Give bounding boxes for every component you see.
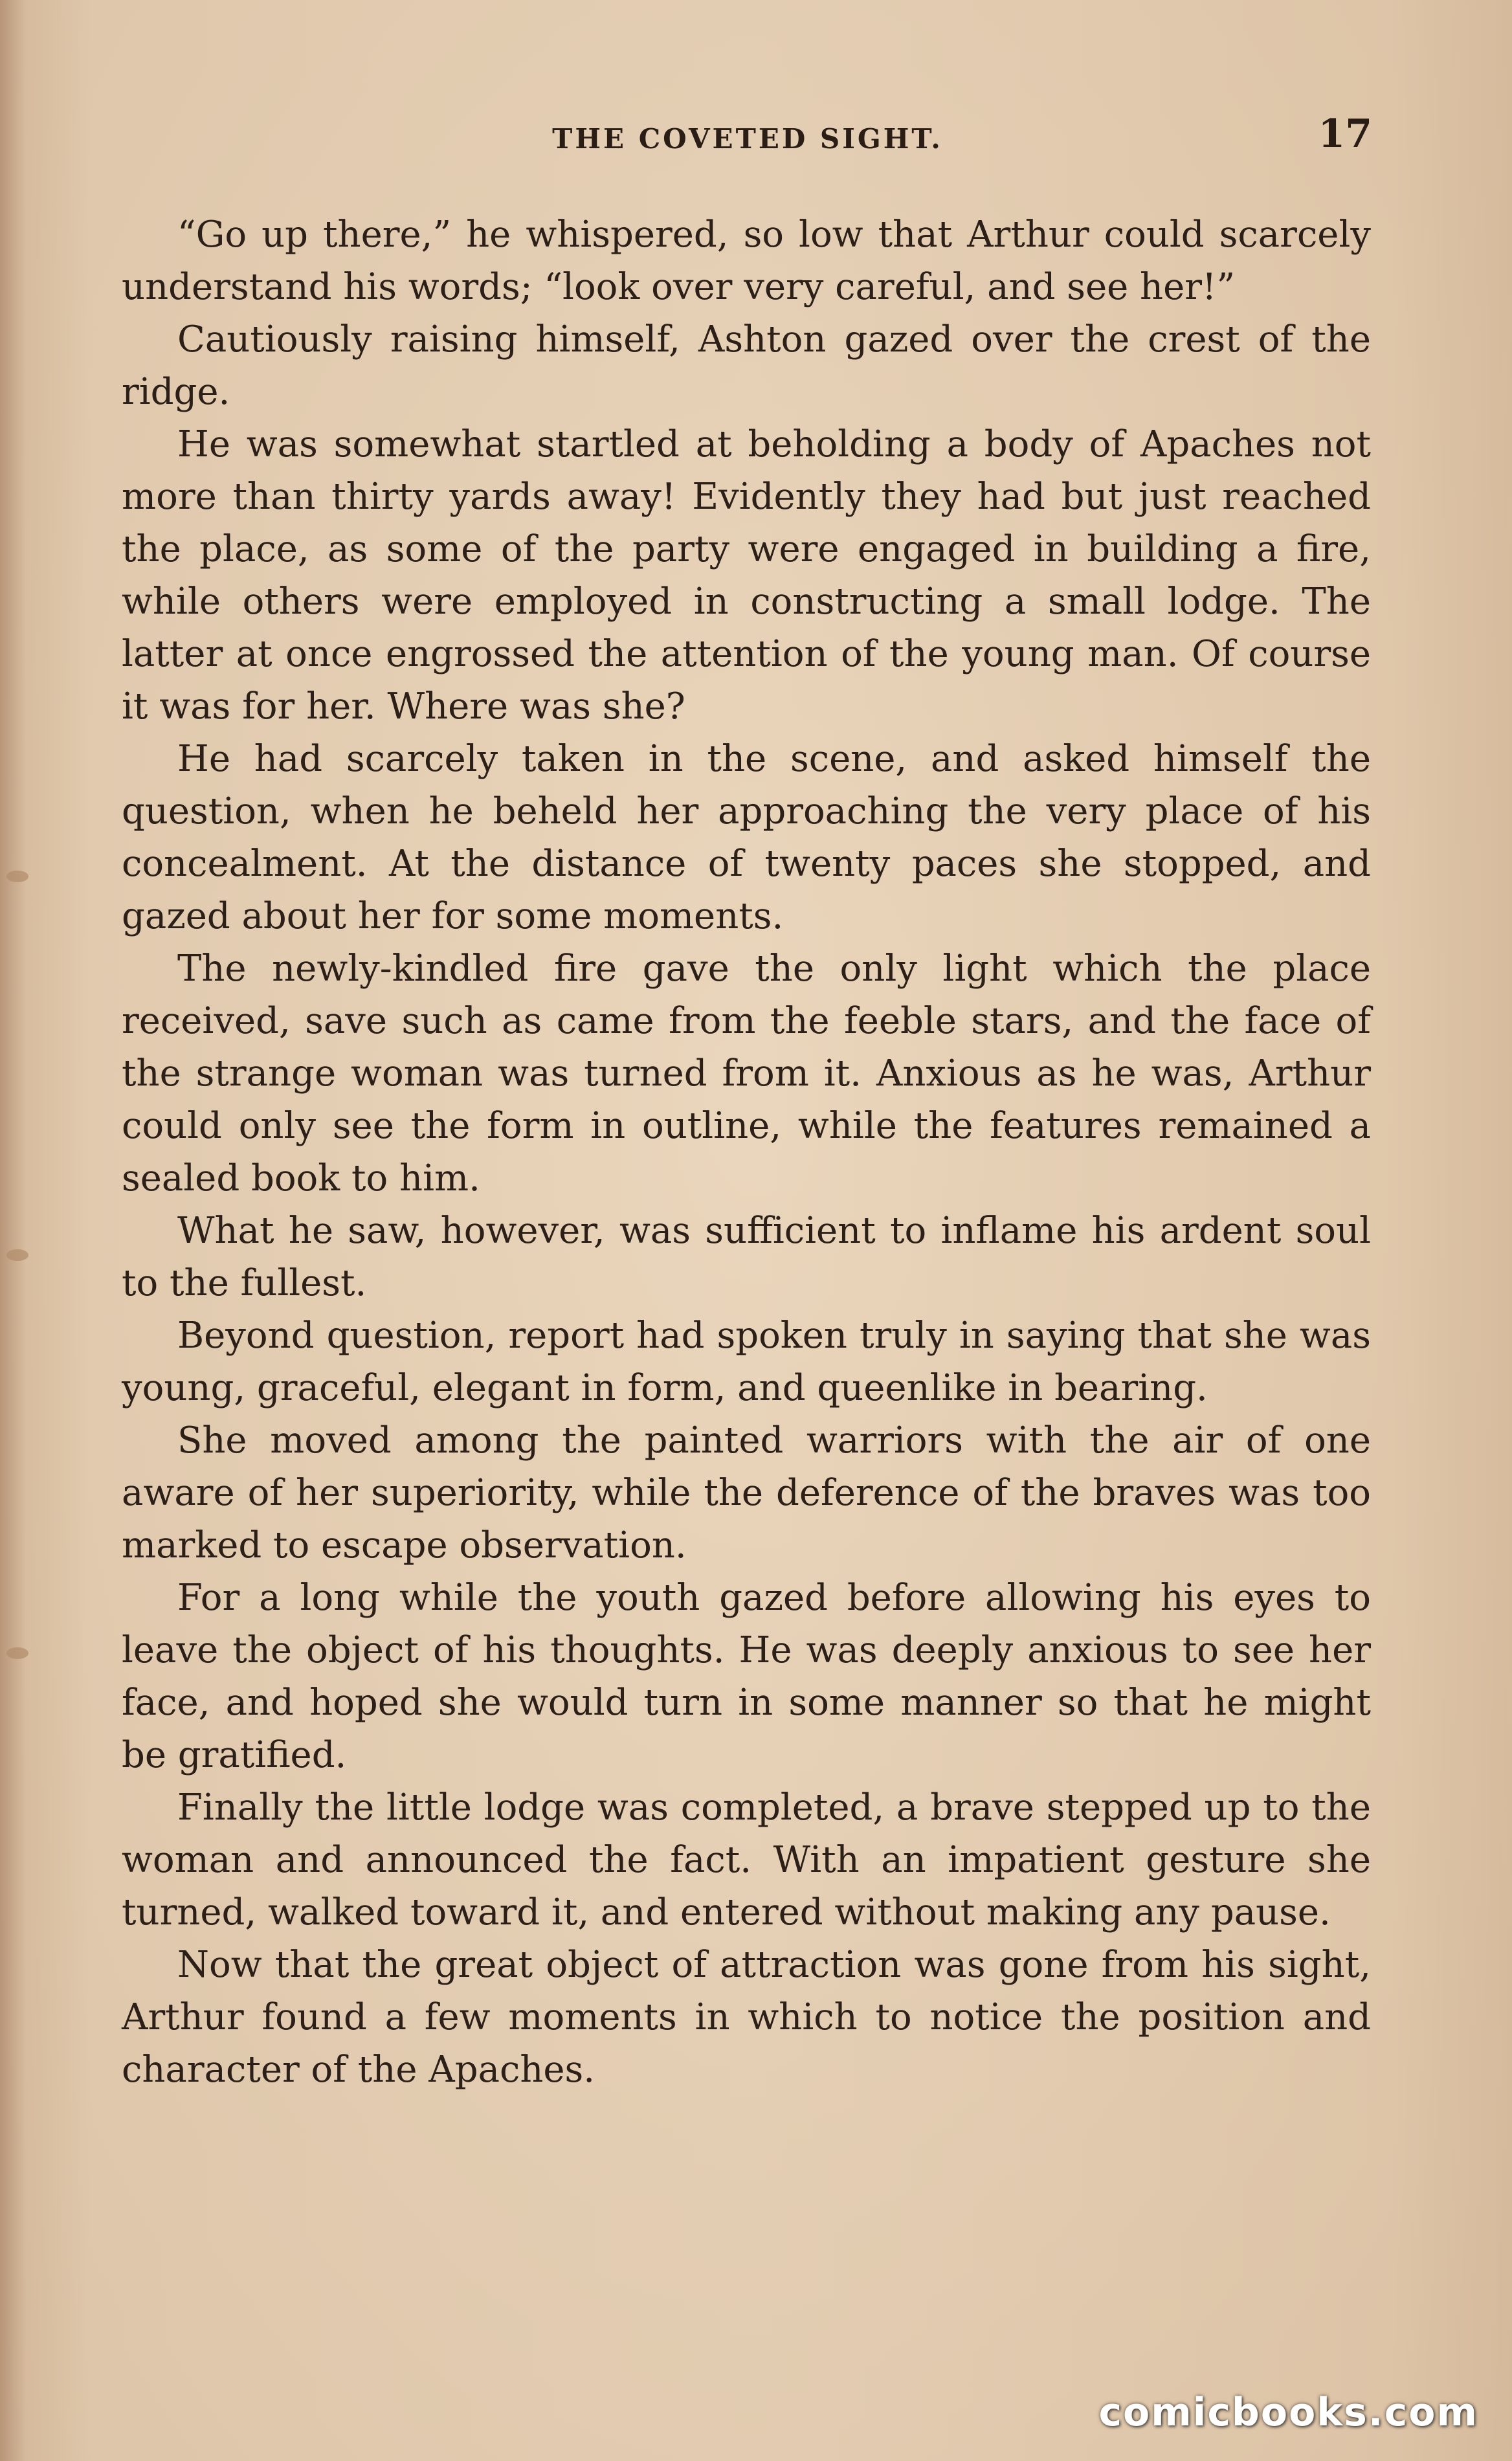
paragraph: Now that the great object of attraction was gone from his sight, Arthur found a few moments in which to notice the position and character of the Apaches. <box>122 1944 1371 2091</box>
paragraph: Cautiously raising himself, Ashton gazed over the crest of the ridge. <box>122 318 1371 413</box>
binding-hole <box>6 1647 28 1659</box>
binding-hole <box>6 871 28 882</box>
paragraph: “Go up there,” he whispered, so low that Arthur could scarcely understand his words; “look over very careful, and see her!” <box>122 214 1371 308</box>
paragraph: He was somewhat startled at beholding a body of Apaches not more than thirty yards away! Evidently they had but just reached the place, as some of the party were engaged in building a fire, while others were employed in constructing a small lodge. The latter at once engrossed the attention of the young man. Of course it was for her. Where was she? <box>122 423 1371 728</box>
body-text <box>122 208 1371 2096</box>
page-header <box>123 109 1372 167</box>
paragraph: What he saw, however, was sufficient to inflame his ardent soul to the fullest. <box>122 1210 1371 1304</box>
paragraph: Beyond question, report had spoken truly in saying that she was young, graceful, elegant in form, and queenlike in bearing. <box>122 1315 1371 1409</box>
paragraph: For a long while the youth gazed before allowing his eyes to leave the object of his thoughts. He was deeply anxious to see her face, and hoped she would turn in some manner so that he might be gratified. <box>122 1577 1371 1776</box>
watermark: comicbooks.com <box>1098 2390 1478 2435</box>
paragraph: She moved among the painted warriors with the air of one aware of her superiority, while the deference of the braves was too marked to escape observation. <box>122 1420 1371 1566</box>
page-number: 17 <box>1318 111 1372 157</box>
paragraph: Finally the little lodge was completed, a brave stepped up to the woman and announced the fact. With an impatient gesture she turned, walked toward it, and entered without making any pause. <box>122 1787 1371 1933</box>
page-left-edge <box>0 0 26 2461</box>
paragraph: He had scarcely taken in the scene, and asked himself the question, when he beheld her approaching the very place of his concealment. At the distance of twenty paces she stopped, and gazed about her for some moments. <box>122 738 1371 937</box>
binding-hole <box>6 1249 28 1261</box>
running-head: THE COVETED SIGHT. <box>552 123 943 155</box>
paragraph: The newly-kindled fire gave the only light which the place received, save such as came from the feeble stars, and the face of the strange woman was turned from it. Anxious as he was, Arthur could only see the form in outline, while the features remained a sealed book to him. <box>122 948 1371 1199</box>
